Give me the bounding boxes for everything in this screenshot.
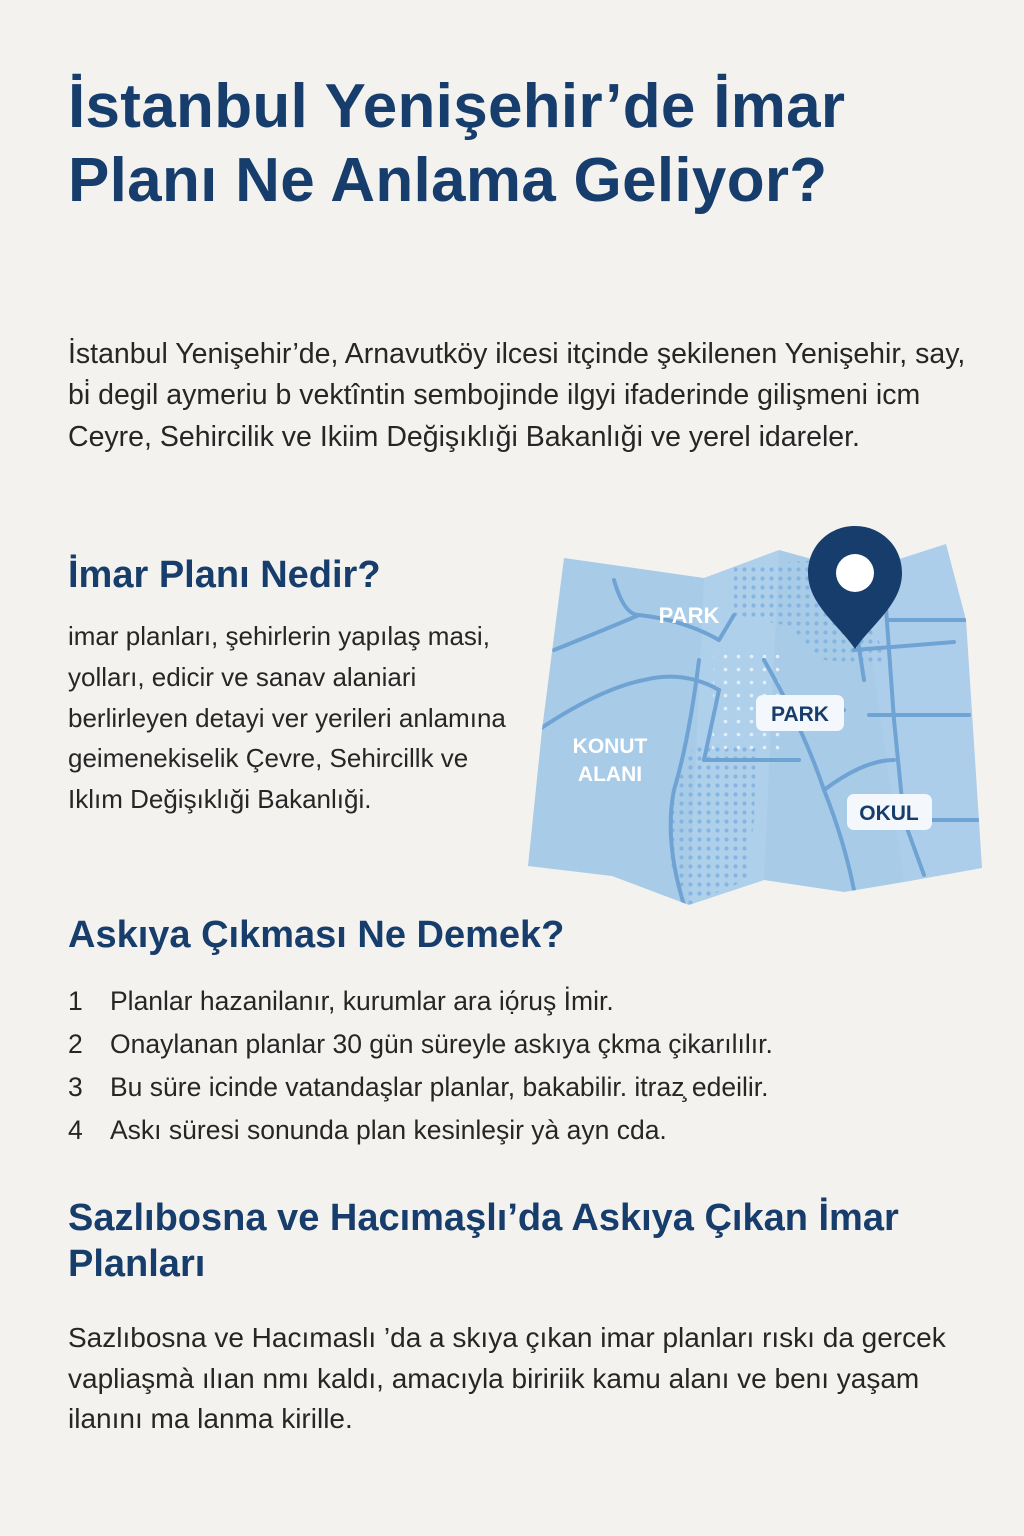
step-text: Onaylanan planlar 30 gün süreyle askıya çkma çikarılılır. xyxy=(110,1029,773,1059)
askiya-steps-list xyxy=(68,980,968,1152)
step-text: Planlar hazanilanır, kurumlar ara iọ́ruş İmir. xyxy=(110,986,614,1016)
step-number: 1 xyxy=(68,986,83,1016)
imar-plani-paragraph: imar planları, şehirlerin yapılaş masi, yolları, edicir ve sanav alaniari berlirleyen detayi ver yerileri anlamına geimenekiselik Çevre, Sehircillk ve Iklım Değişıklıği Bakanlıği. xyxy=(68,621,506,815)
list-item xyxy=(68,1109,968,1152)
list-item xyxy=(68,980,968,1023)
intro-paragraph: İstanbul Yenişehir’de, Arnavutköy ilcesi itçinde şekilenen Yenişehir, say, bi̇ degil aymeriu b vektîntin sembojinde ilgyi ifaderinde gilişmeni icm Ceyre, Sehircilik ve Ikiim Değişıklıği Bakanlıği ve yerel idareler. xyxy=(68,338,966,453)
sazlibosna-heading: Sazlıbosna ve Hacımaşlı’da Askıya Çıkan İmar Planları xyxy=(68,1197,899,1286)
map-label-konut: KONUT xyxy=(572,735,648,758)
folded-map xyxy=(524,520,994,910)
step-text: Bu süre icinde vatandaşlar planlar, bakabilir. itraz̧ edeilir. xyxy=(110,1072,769,1102)
map-label-park: PARK xyxy=(658,603,720,628)
step-number: 4 xyxy=(68,1115,83,1145)
map-label-okul: OKUL xyxy=(859,802,919,825)
imar-plani-heading: İmar Planı Nedir? xyxy=(68,554,381,596)
list-item xyxy=(68,1023,968,1066)
sazlibosna-paragraph: Sazlıbosna ve Hacımaslı ’da a skıya çıkan imar planları rıskı da gercek vapliaşmà ılıan nmı kaldı, amacıyla biririik kamu alanı ve benı yaşam ilanını ma lanma kirille. xyxy=(68,1322,946,1435)
list-item xyxy=(68,1066,968,1109)
step-text: Askı süresi sonunda plan kesinleşir yà ayn cda. xyxy=(110,1115,667,1145)
map-label-alani: ALANI xyxy=(577,763,643,786)
page-title: İstanbul Yenişehir’de İmar Planı Ne Anlama Geliyor? xyxy=(68,72,846,216)
map-label-park-badge: PARK xyxy=(771,703,829,726)
step-number: 3 xyxy=(68,1072,83,1102)
askiya-heading: Askıya Çıkması Ne Demek? xyxy=(68,914,565,956)
map-illustration xyxy=(524,520,994,910)
step-number: 2 xyxy=(68,1029,83,1059)
